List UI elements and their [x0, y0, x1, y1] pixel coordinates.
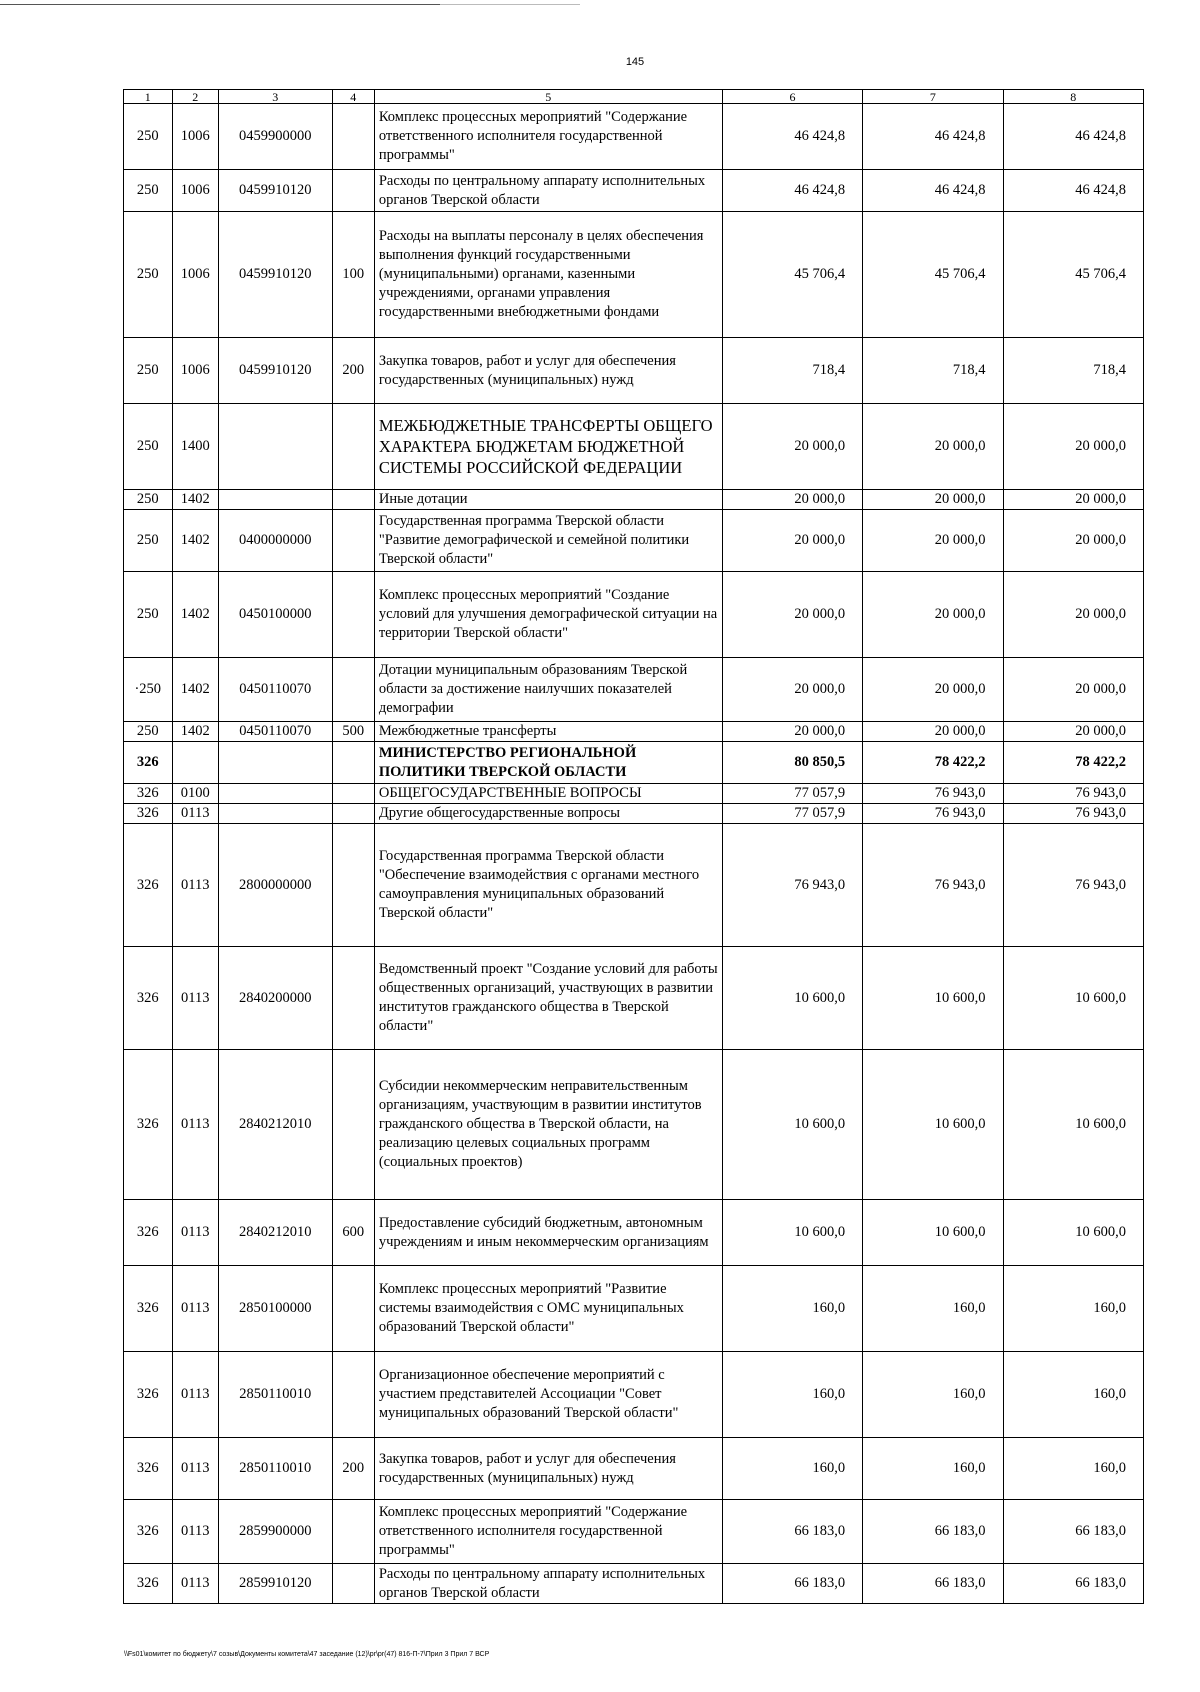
amount-2025-cell: 20 000,0 — [863, 722, 1003, 742]
table-row — [124, 1050, 1144, 1200]
table-row — [124, 658, 1144, 722]
amount-2025-cell: 718,4 — [863, 338, 1003, 404]
amount-2025-cell: 20 000,0 — [863, 490, 1003, 510]
table-row — [124, 947, 1144, 1050]
amount-2026-cell: 66 183,0 — [1003, 1564, 1143, 1604]
subsection-code-cell: 1006 — [172, 338, 218, 404]
subsection-code-cell: 1402 — [172, 510, 218, 572]
subsection-code-cell: 0113 — [172, 1050, 218, 1200]
section-code-cell: 326 — [124, 824, 173, 947]
amount-2025-cell: 20 000,0 — [863, 658, 1003, 722]
description-cell: Расходы на выплаты персоналу в целях обеспечения выполнения функций государственными (муниципальными) органами, казенными учреждениями, органами управления государственными внебюджетными фондами — [374, 212, 722, 338]
subsection-code-cell: 0113 — [172, 804, 218, 824]
table-row — [124, 510, 1144, 572]
section-code-cell: 250 — [124, 510, 173, 572]
table-row — [124, 742, 1144, 784]
amount-2024-cell: 20 000,0 — [722, 490, 862, 510]
expense-type-cell — [332, 1564, 374, 1604]
description-cell: Предоставление субсидий бюджетным, автономным учреждениям и иным некоммерческим организациям — [374, 1200, 722, 1266]
amount-2024-cell: 20 000,0 — [722, 722, 862, 742]
target-article-cell: 2859900000 — [218, 1500, 332, 1564]
section-code-cell: 250 — [124, 212, 173, 338]
target-article-cell: 2800000000 — [218, 824, 332, 947]
expense-type-cell — [332, 1500, 374, 1564]
expense-type-cell: 500 — [332, 722, 374, 742]
column-number: 6 — [722, 90, 862, 104]
amount-2025-cell: 78 422,2 — [863, 742, 1003, 784]
subsection-code-cell: 0113 — [172, 1352, 218, 1438]
column-number: 2 — [172, 90, 218, 104]
table-row — [124, 824, 1144, 947]
subsection-code-cell: 1006 — [172, 170, 218, 212]
amount-2024-cell: 20 000,0 — [722, 572, 862, 658]
description-cell: Ведомственный проект "Создание условий для работы общественных организаций, участвующих в развитии институтов гражданского общества в Тверской области" — [374, 947, 722, 1050]
expense-type-cell — [332, 1352, 374, 1438]
column-number: 8 — [1003, 90, 1143, 104]
amount-2026-cell: 10 600,0 — [1003, 1050, 1143, 1200]
section-code-cell: 326 — [124, 1564, 173, 1604]
section-code-cell: 326 — [124, 804, 173, 824]
amount-2024-cell: 66 183,0 — [722, 1564, 862, 1604]
amount-2024-cell: 76 943,0 — [722, 824, 862, 947]
amount-2025-cell: 160,0 — [863, 1438, 1003, 1500]
target-article-cell: 0450110070 — [218, 722, 332, 742]
subsection-code-cell: 1006 — [172, 104, 218, 170]
description-cell: Иные дотации — [374, 490, 722, 510]
section-code-cell: 250 — [124, 490, 173, 510]
amount-2026-cell: 66 183,0 — [1003, 1500, 1143, 1564]
description-cell: ОБЩЕГОСУДАРСТВЕННЫЕ ВОПРОСЫ — [374, 784, 722, 804]
table-row — [124, 1564, 1144, 1604]
description-cell: Государственная программа Тверской области "Развитие демографической и семейной политики Тверской области" — [374, 510, 722, 572]
amount-2024-cell: 160,0 — [722, 1438, 862, 1500]
subsection-code-cell: 1402 — [172, 722, 218, 742]
column-number: 4 — [332, 90, 374, 104]
expense-type-cell: 100 — [332, 212, 374, 338]
section-code-cell: 250 — [124, 404, 173, 490]
table-row — [124, 404, 1144, 490]
description-cell: Комплекс процессных мероприятий "Содержание ответственного исполнителя государственной программы" — [374, 1500, 722, 1564]
description-cell: Комплекс процессных мероприятий "Развитие системы взаимодействия с ОМС муниципальных образований Тверской области" — [374, 1266, 722, 1352]
amount-2026-cell: 160,0 — [1003, 1266, 1143, 1352]
description-cell: Государственная программа Тверской области "Обеспечение взаимодействия с органами местного самоуправления муниципальных образований Тверской области" — [374, 824, 722, 947]
subsection-code-cell: 0113 — [172, 1564, 218, 1604]
amount-2024-cell: 20 000,0 — [722, 404, 862, 490]
table-row — [124, 212, 1144, 338]
amount-2026-cell: 20 000,0 — [1003, 404, 1143, 490]
section-code-cell: 326 — [124, 947, 173, 1050]
subsection-code-cell: 1402 — [172, 490, 218, 510]
target-article-cell — [218, 784, 332, 804]
target-article-cell: 2859910120 — [218, 1564, 332, 1604]
description-cell: Организационное обеспечение мероприятий с участием представителей Ассоциации "Совет муниципальных образований Тверской области" — [374, 1352, 722, 1438]
section-code-cell: 326 — [124, 1352, 173, 1438]
subsection-code-cell: 0113 — [172, 824, 218, 947]
section-code-cell: ·250 — [124, 658, 173, 722]
expense-type-cell: 200 — [332, 338, 374, 404]
expense-type-cell — [332, 784, 374, 804]
amount-2025-cell: 76 943,0 — [863, 824, 1003, 947]
expense-type-cell — [332, 742, 374, 784]
column-number: 5 — [374, 90, 722, 104]
amount-2025-cell: 20 000,0 — [863, 510, 1003, 572]
target-article-cell: 2840212010 — [218, 1200, 332, 1266]
section-code-cell: 326 — [124, 1200, 173, 1266]
amount-2025-cell: 10 600,0 — [863, 1050, 1003, 1200]
amount-2026-cell: 45 706,4 — [1003, 212, 1143, 338]
amount-2025-cell: 76 943,0 — [863, 804, 1003, 824]
amount-2025-cell: 10 600,0 — [863, 947, 1003, 1050]
subsection-code-cell: 1402 — [172, 572, 218, 658]
amount-2026-cell: 20 000,0 — [1003, 490, 1143, 510]
table-row — [124, 490, 1144, 510]
amount-2024-cell: 66 183,0 — [722, 1500, 862, 1564]
amount-2025-cell: 66 183,0 — [863, 1500, 1003, 1564]
amount-2026-cell: 10 600,0 — [1003, 1200, 1143, 1266]
subsection-code-cell: 0113 — [172, 1266, 218, 1352]
column-number: 1 — [124, 90, 173, 104]
table-row — [124, 170, 1144, 212]
table-row — [124, 1500, 1144, 1564]
table-row — [124, 338, 1144, 404]
target-article-cell — [218, 742, 332, 784]
expense-type-cell — [332, 824, 374, 947]
subsection-code-cell: 1400 — [172, 404, 218, 490]
section-code-cell: 326 — [124, 1500, 173, 1564]
amount-2024-cell: 77 057,9 — [722, 804, 862, 824]
target-article-cell — [218, 404, 332, 490]
amount-2026-cell: 20 000,0 — [1003, 510, 1143, 572]
description-cell: Расходы по центральному аппарату исполнительных органов Тверской области — [374, 170, 722, 212]
amount-2024-cell: 10 600,0 — [722, 1200, 862, 1266]
amount-2026-cell: 76 943,0 — [1003, 784, 1143, 804]
section-code-cell: 326 — [124, 1438, 173, 1500]
description-cell: Другие общегосударственные вопросы — [374, 804, 722, 824]
amount-2026-cell: 76 943,0 — [1003, 824, 1143, 947]
amount-2026-cell: 46 424,8 — [1003, 170, 1143, 212]
expense-type-cell — [332, 490, 374, 510]
table-row — [124, 722, 1144, 742]
amount-2024-cell: 160,0 — [722, 1266, 862, 1352]
budget-table — [123, 89, 1144, 1604]
amount-2026-cell: 76 943,0 — [1003, 804, 1143, 824]
amount-2026-cell: 160,0 — [1003, 1438, 1143, 1500]
amount-2024-cell: 45 706,4 — [722, 212, 862, 338]
description-cell: Межбюджетные трансферты — [374, 722, 722, 742]
subsection-code-cell — [172, 742, 218, 784]
description-cell: Комплекс процессных мероприятий "Создание условий для улучшения демографической ситуации на территории Тверской области" — [374, 572, 722, 658]
target-article-cell: 2850110010 — [218, 1438, 332, 1500]
amount-2025-cell: 76 943,0 — [863, 784, 1003, 804]
amount-2025-cell: 20 000,0 — [863, 572, 1003, 658]
amount-2024-cell: 20 000,0 — [722, 510, 862, 572]
subsection-code-cell: 1006 — [172, 212, 218, 338]
subsection-code-cell: 0113 — [172, 947, 218, 1050]
subsection-code-cell: 0113 — [172, 1438, 218, 1500]
amount-2024-cell: 718,4 — [722, 338, 862, 404]
section-code-cell: 250 — [124, 170, 173, 212]
expense-type-cell — [332, 572, 374, 658]
amount-2026-cell: 160,0 — [1003, 1352, 1143, 1438]
target-article-cell — [218, 804, 332, 824]
amount-2024-cell: 10 600,0 — [722, 947, 862, 1050]
expense-type-cell — [332, 170, 374, 212]
table-row — [124, 1352, 1144, 1438]
expense-type-cell: 600 — [332, 1200, 374, 1266]
scan-edge-line — [0, 4, 440, 5]
expense-type-cell — [332, 510, 374, 572]
target-article-cell: 0459900000 — [218, 104, 332, 170]
table-row — [124, 1266, 1144, 1352]
table-row — [124, 1438, 1144, 1500]
amount-2026-cell: 20 000,0 — [1003, 722, 1143, 742]
target-article-cell: 0459910120 — [218, 212, 332, 338]
amount-2026-cell: 10 600,0 — [1003, 947, 1143, 1050]
amount-2026-cell: 20 000,0 — [1003, 658, 1143, 722]
expense-type-cell — [332, 658, 374, 722]
section-code-cell: 250 — [124, 338, 173, 404]
amount-2024-cell: 80 850,5 — [722, 742, 862, 784]
target-article-cell: 0400000000 — [218, 510, 332, 572]
amount-2024-cell: 10 600,0 — [722, 1050, 862, 1200]
amount-2025-cell: 46 424,8 — [863, 170, 1003, 212]
target-article-cell — [218, 490, 332, 510]
target-article-cell: 0459910120 — [218, 338, 332, 404]
amount-2025-cell: 45 706,4 — [863, 212, 1003, 338]
amount-2024-cell: 77 057,9 — [722, 784, 862, 804]
description-cell: Комплекс процессных мероприятий "Содержание ответственного исполнителя государственной программы" — [374, 104, 722, 170]
description-cell: Субсидии некоммерческим неправительственным организациям, участвующим в развитии институтов гражданского общества в Тверской области, на реализацию целевых социальных программ (социальных проектов) — [374, 1050, 722, 1200]
target-article-cell: 2850100000 — [218, 1266, 332, 1352]
description-cell: Закупка товаров, работ и услуг для обеспечения государственных (муниципальных) нужд — [374, 1438, 722, 1500]
subsection-code-cell: 0113 — [172, 1200, 218, 1266]
page-number: 145 — [625, 56, 645, 68]
amount-2025-cell: 46 424,8 — [863, 104, 1003, 170]
expense-type-cell: 200 — [332, 1438, 374, 1500]
description-cell: МЕЖБЮДЖЕТНЫЕ ТРАНСФЕРТЫ ОБЩЕГО ХАРАКТЕРА БЮДЖЕТАМ БЮДЖЕТНОЙ СИСТЕМЫ РОССИЙСКОЙ ФЕДЕРАЦИИ — [374, 404, 722, 490]
subsection-code-cell: 1402 — [172, 658, 218, 722]
section-code-cell: 326 — [124, 742, 173, 784]
table-row — [124, 104, 1144, 170]
amount-2025-cell: 20 000,0 — [863, 404, 1003, 490]
description-cell: МИНИСТЕРСТВО РЕГИОНАЛЬНОЙ ПОЛИТИКИ ТВЕРСКОЙ ОБЛАСТИ — [374, 742, 722, 784]
scan-edge-line — [440, 4, 580, 5]
expense-type-cell — [332, 804, 374, 824]
amount-2026-cell: 46 424,8 — [1003, 104, 1143, 170]
amount-2025-cell: 160,0 — [863, 1352, 1003, 1438]
target-article-cell: 0450110070 — [218, 658, 332, 722]
target-article-cell: 2850110010 — [218, 1352, 332, 1438]
amount-2024-cell: 46 424,8 — [722, 104, 862, 170]
target-article-cell: 2840200000 — [218, 947, 332, 1050]
section-code-cell: 250 — [124, 722, 173, 742]
target-article-cell: 2840212010 — [218, 1050, 332, 1200]
target-article-cell: 0450100000 — [218, 572, 332, 658]
column-number: 3 — [218, 90, 332, 104]
expense-type-cell — [332, 1266, 374, 1352]
amount-2026-cell: 718,4 — [1003, 338, 1143, 404]
subsection-code-cell: 0100 — [172, 784, 218, 804]
expense-type-cell — [332, 1050, 374, 1200]
table-row — [124, 572, 1144, 658]
amount-2025-cell: 10 600,0 — [863, 1200, 1003, 1266]
column-number-row — [124, 90, 1144, 104]
table-row — [124, 784, 1144, 804]
expense-type-cell — [332, 404, 374, 490]
column-number: 7 — [863, 90, 1003, 104]
section-code-cell: 326 — [124, 784, 173, 804]
expense-type-cell — [332, 104, 374, 170]
amount-2026-cell: 78 422,2 — [1003, 742, 1143, 784]
section-code-cell: 326 — [124, 1050, 173, 1200]
description-cell: Расходы по центральному аппарату исполнительных органов Тверской области — [374, 1564, 722, 1604]
section-code-cell: 250 — [124, 572, 173, 658]
amount-2025-cell: 160,0 — [863, 1266, 1003, 1352]
target-article-cell: 0459910120 — [218, 170, 332, 212]
subsection-code-cell: 0113 — [172, 1500, 218, 1564]
description-cell: Дотации муниципальным образованиям Тверской области за достижение наилучших показателей демографии — [374, 658, 722, 722]
description-cell: Закупка товаров, работ и услуг для обеспечения государственных (муниципальных) нужд — [374, 338, 722, 404]
table-row — [124, 804, 1144, 824]
amount-2025-cell: 66 183,0 — [863, 1564, 1003, 1604]
footer-file-path: \\Fs01\комитет по бюджету\7 созыв\Документы комитета\47 заседание (12)\pr\pr(47) 816-П-7\Прил 3 Прил 7 ВСР — [124, 1651, 490, 1658]
section-code-cell: 326 — [124, 1266, 173, 1352]
amount-2024-cell: 46 424,8 — [722, 170, 862, 212]
table-row — [124, 1200, 1144, 1266]
section-code-cell: 250 — [124, 104, 173, 170]
amount-2026-cell: 20 000,0 — [1003, 572, 1143, 658]
amount-2024-cell: 160,0 — [722, 1352, 862, 1438]
amount-2024-cell: 20 000,0 — [722, 658, 862, 722]
expense-type-cell — [332, 947, 374, 1050]
